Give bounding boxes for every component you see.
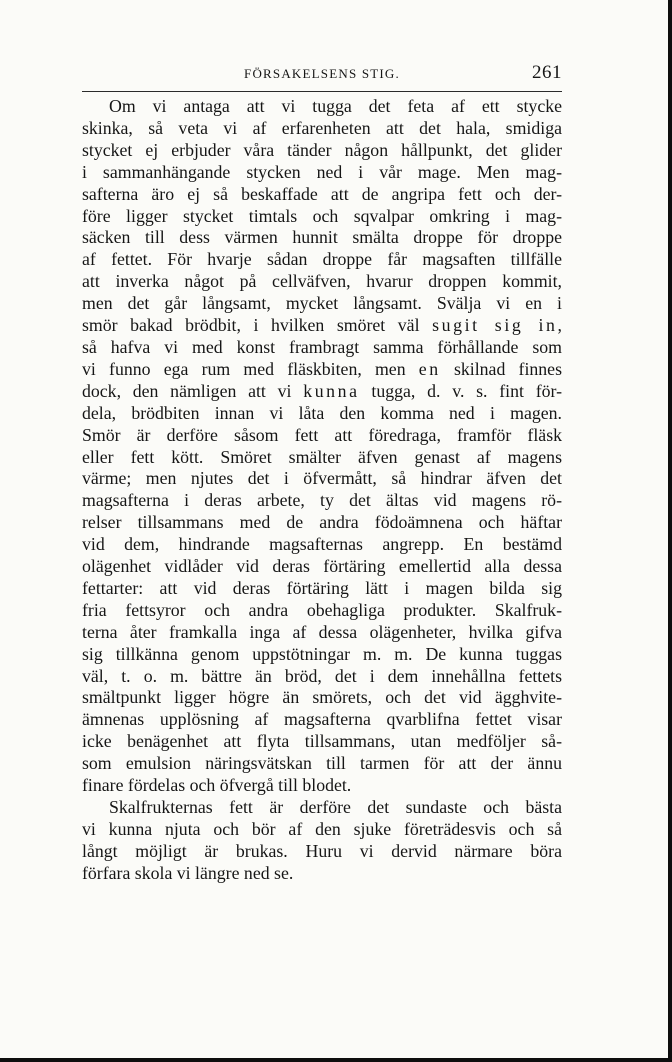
text-line: olägenhet vidlåder vid deras förtäring emellertid alla dessa bbox=[82, 556, 562, 577]
text-line bbox=[82, 315, 562, 337]
text-line: eller fett kött. Smöret smälter äfven genast af magens bbox=[82, 446, 562, 467]
header-rule bbox=[82, 91, 562, 92]
running-head bbox=[82, 62, 562, 88]
text-line: i sammanhängande stycken ned i vår mage. Men mag- bbox=[82, 161, 562, 182]
text-line: men det går långsamt, mycket långsamt. Svälja vi en i bbox=[82, 293, 562, 314]
text-line: fettarter: att vid deras förtäring lätt i magen bilda sig bbox=[82, 577, 562, 598]
text-line: före ligger stycket timtals och sqvalpar omkring i mag- bbox=[82, 205, 562, 226]
text-line: säcken till dess värmen hunnit smälta droppe för droppe bbox=[82, 227, 562, 248]
text-run: dock, den nämligen att vi bbox=[82, 380, 304, 401]
page-number: 261 bbox=[532, 62, 562, 83]
text-run: skilnad finnes bbox=[440, 358, 562, 379]
text-line: ämnenas upplösning af magsafterna qvarblifna fettet visar bbox=[82, 709, 562, 730]
text-line: så hafva vi med konst frambragt samma förhållande som bbox=[82, 336, 562, 357]
text-line: att inverka något på cellväfven, hvarur droppen kommit, bbox=[82, 271, 562, 292]
text-line: sig tillkänna genom uppstötningar m. m. De kunna tuggas bbox=[82, 643, 562, 664]
text-line: magsafterna i deras arbete, ty det ältas vid magens rö- bbox=[82, 490, 562, 511]
text-line: safterna äro ej så beskaffade att de angripa fett och der- bbox=[82, 183, 562, 204]
text-line: smältpunkt ligger högre än smörets, och det vid ägghvite- bbox=[82, 687, 562, 708]
text-run: smör bakad brödbit, i hvilken smöret väl bbox=[82, 315, 433, 336]
emphasized-text: sugit sig in bbox=[432, 315, 558, 336]
text-line: vi kunna njuta och bör af den sjuke företrädesvis och så bbox=[82, 818, 562, 839]
text-line: vid dem, hindrande magsafternas angrepp. En bestämd bbox=[82, 534, 562, 555]
body-text bbox=[82, 96, 562, 885]
text-line: fria fettsyror och andra obehagliga produkter. Skalfruk- bbox=[82, 599, 562, 620]
text-line bbox=[82, 381, 562, 403]
text-line: Smör är derföre såsom fett att föredraga, framför fläsk bbox=[82, 424, 562, 445]
text-line: långt möjligt är brukas. Huru vi dervid närmare böra bbox=[82, 840, 562, 861]
text-line: Om vi antaga att vi tugga det feta af ett stycke bbox=[109, 96, 562, 116]
text-line: icke benägenhet att flyta tillsammans, utan medföljer så- bbox=[82, 731, 562, 752]
text-line: väl, t. o. m. bättre än bröd, det i dem innehållna fettets bbox=[82, 665, 562, 686]
text-line: relser tillsammans med de andra födoämnena och häftar bbox=[82, 512, 562, 533]
text-run: , bbox=[557, 315, 562, 336]
text-line: af fettet. För hvarje sådan droppe får magsaften tillfälle bbox=[82, 249, 562, 270]
emphasized-text: kunna bbox=[303, 380, 360, 401]
text-line: terna åter framkalla inga af dessa olägenheter, hvilka gifva bbox=[82, 621, 562, 642]
text-line: skinka, så veta vi af erfarenheten att det hala, smidiga bbox=[82, 117, 562, 138]
text-run: vi funno ega rum med fläskbiten, men bbox=[82, 358, 419, 379]
text-line: som emulsion näringsvätskan till tarmen för att der ännu bbox=[82, 753, 562, 774]
text-line: finare fördelas och öfvergå till blodet. bbox=[82, 775, 352, 796]
text-line: värme; men njutes det i öfvermått, så hindrar äfven det bbox=[82, 468, 562, 489]
text-line bbox=[82, 359, 562, 381]
text-line: dela, brödbiten innan vi låta den komma ned i magen. bbox=[82, 402, 562, 423]
text-run: tugga, d. v. s. fint för- bbox=[359, 380, 562, 401]
text-line: Skalfrukternas fett är derföre det sundaste och bästa bbox=[109, 797, 562, 817]
running-title: FÖRSAKELSENS STIG. bbox=[244, 66, 400, 81]
text-line: stycket ej erbjuder våra tänder någon hållpunkt, det glider bbox=[82, 139, 562, 160]
text-line: förfara skola vi längre ned se. bbox=[82, 862, 294, 883]
emphasized-text: en bbox=[418, 358, 441, 379]
